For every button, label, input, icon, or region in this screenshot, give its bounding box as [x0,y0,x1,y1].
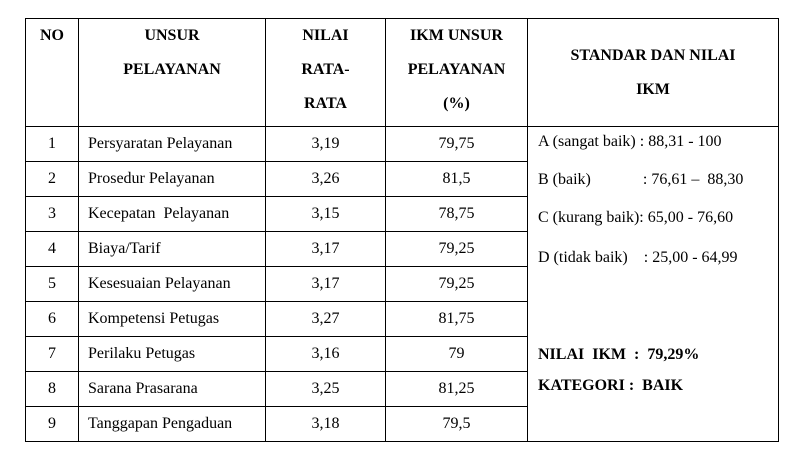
header-unsur: UNSUR PELAYANAN [79,19,266,127]
cell-unsur: Kecepatan Pelayanan [79,197,266,232]
cell-no: 5 [26,267,79,302]
cell-no: 2 [26,162,79,197]
cell-unsur: Perilaku Petugas [79,337,266,372]
cell-nilai: 3,17 [266,267,386,302]
cell-ikm: 79,25 [386,232,528,267]
cell-unsur: Prosedur Pelayanan [79,162,266,197]
cell-unsur: Sarana Prasarana [79,372,266,407]
kategori: KATEGORI : BAIK [538,377,684,394]
ikm-table [25,18,779,442]
cell-ikm: 81,25 [386,372,528,407]
cell-ikm: 81,75 [386,302,528,337]
header-nilai: NILAI RATA- RATA [266,19,386,127]
cell-nilai: 3,18 [266,407,386,442]
cell-no: 1 [26,127,79,162]
header-no: NO [26,19,79,127]
cell-unsur: Persyaratan Pelayanan [79,127,266,162]
cell-ikm: 81,5 [386,162,528,197]
cell-nilai: 3,17 [266,232,386,267]
cell-unsur: Tanggapan Pengaduan [79,407,266,442]
cell-ikm: 79,25 [386,267,528,302]
standar-a: A (sangat baik) : 88,31 - 100 [538,133,722,150]
cell-no: 6 [26,302,79,337]
cell-nilai: 3,25 [266,372,386,407]
standar-b: B (baik) : 76,61 – 88,30 [538,171,744,188]
header-ikm: IKM UNSUR PELAYANAN (%) [386,19,528,127]
cell-nilai: 3,19 [266,127,386,162]
standar-d: D (tidak baik) : 25,00 - 64,99 [538,249,738,266]
cell-unsur: Kesesuaian Pelayanan [79,267,266,302]
cell-no: 4 [26,232,79,267]
cell-unsur: Biaya/Tarif [79,232,266,267]
cell-no: 7 [26,337,79,372]
header-row [26,19,779,127]
standar-c: C (kurang baik): 65,00 - 76,60 [538,209,734,226]
cell-no: 3 [26,197,79,232]
cell-nilai: 3,15 [266,197,386,232]
table-row [26,127,779,162]
cell-no: 8 [26,372,79,407]
cell-nilai: 3,16 [266,337,386,372]
standar-panel [528,127,779,442]
cell-nilai: 3,27 [266,302,386,337]
header-standar: STANDAR DAN NILAI IKM [528,19,779,127]
cell-no: 9 [26,407,79,442]
nilai-ikm: NILAI IKM : 79,29% [538,346,700,363]
cell-ikm: 79,5 [386,407,528,442]
cell-unsur: Kompetensi Petugas [79,302,266,337]
cell-ikm: 79,75 [386,127,528,162]
cell-ikm: 79 [386,337,528,372]
cell-ikm: 78,75 [386,197,528,232]
cell-nilai: 3,26 [266,162,386,197]
